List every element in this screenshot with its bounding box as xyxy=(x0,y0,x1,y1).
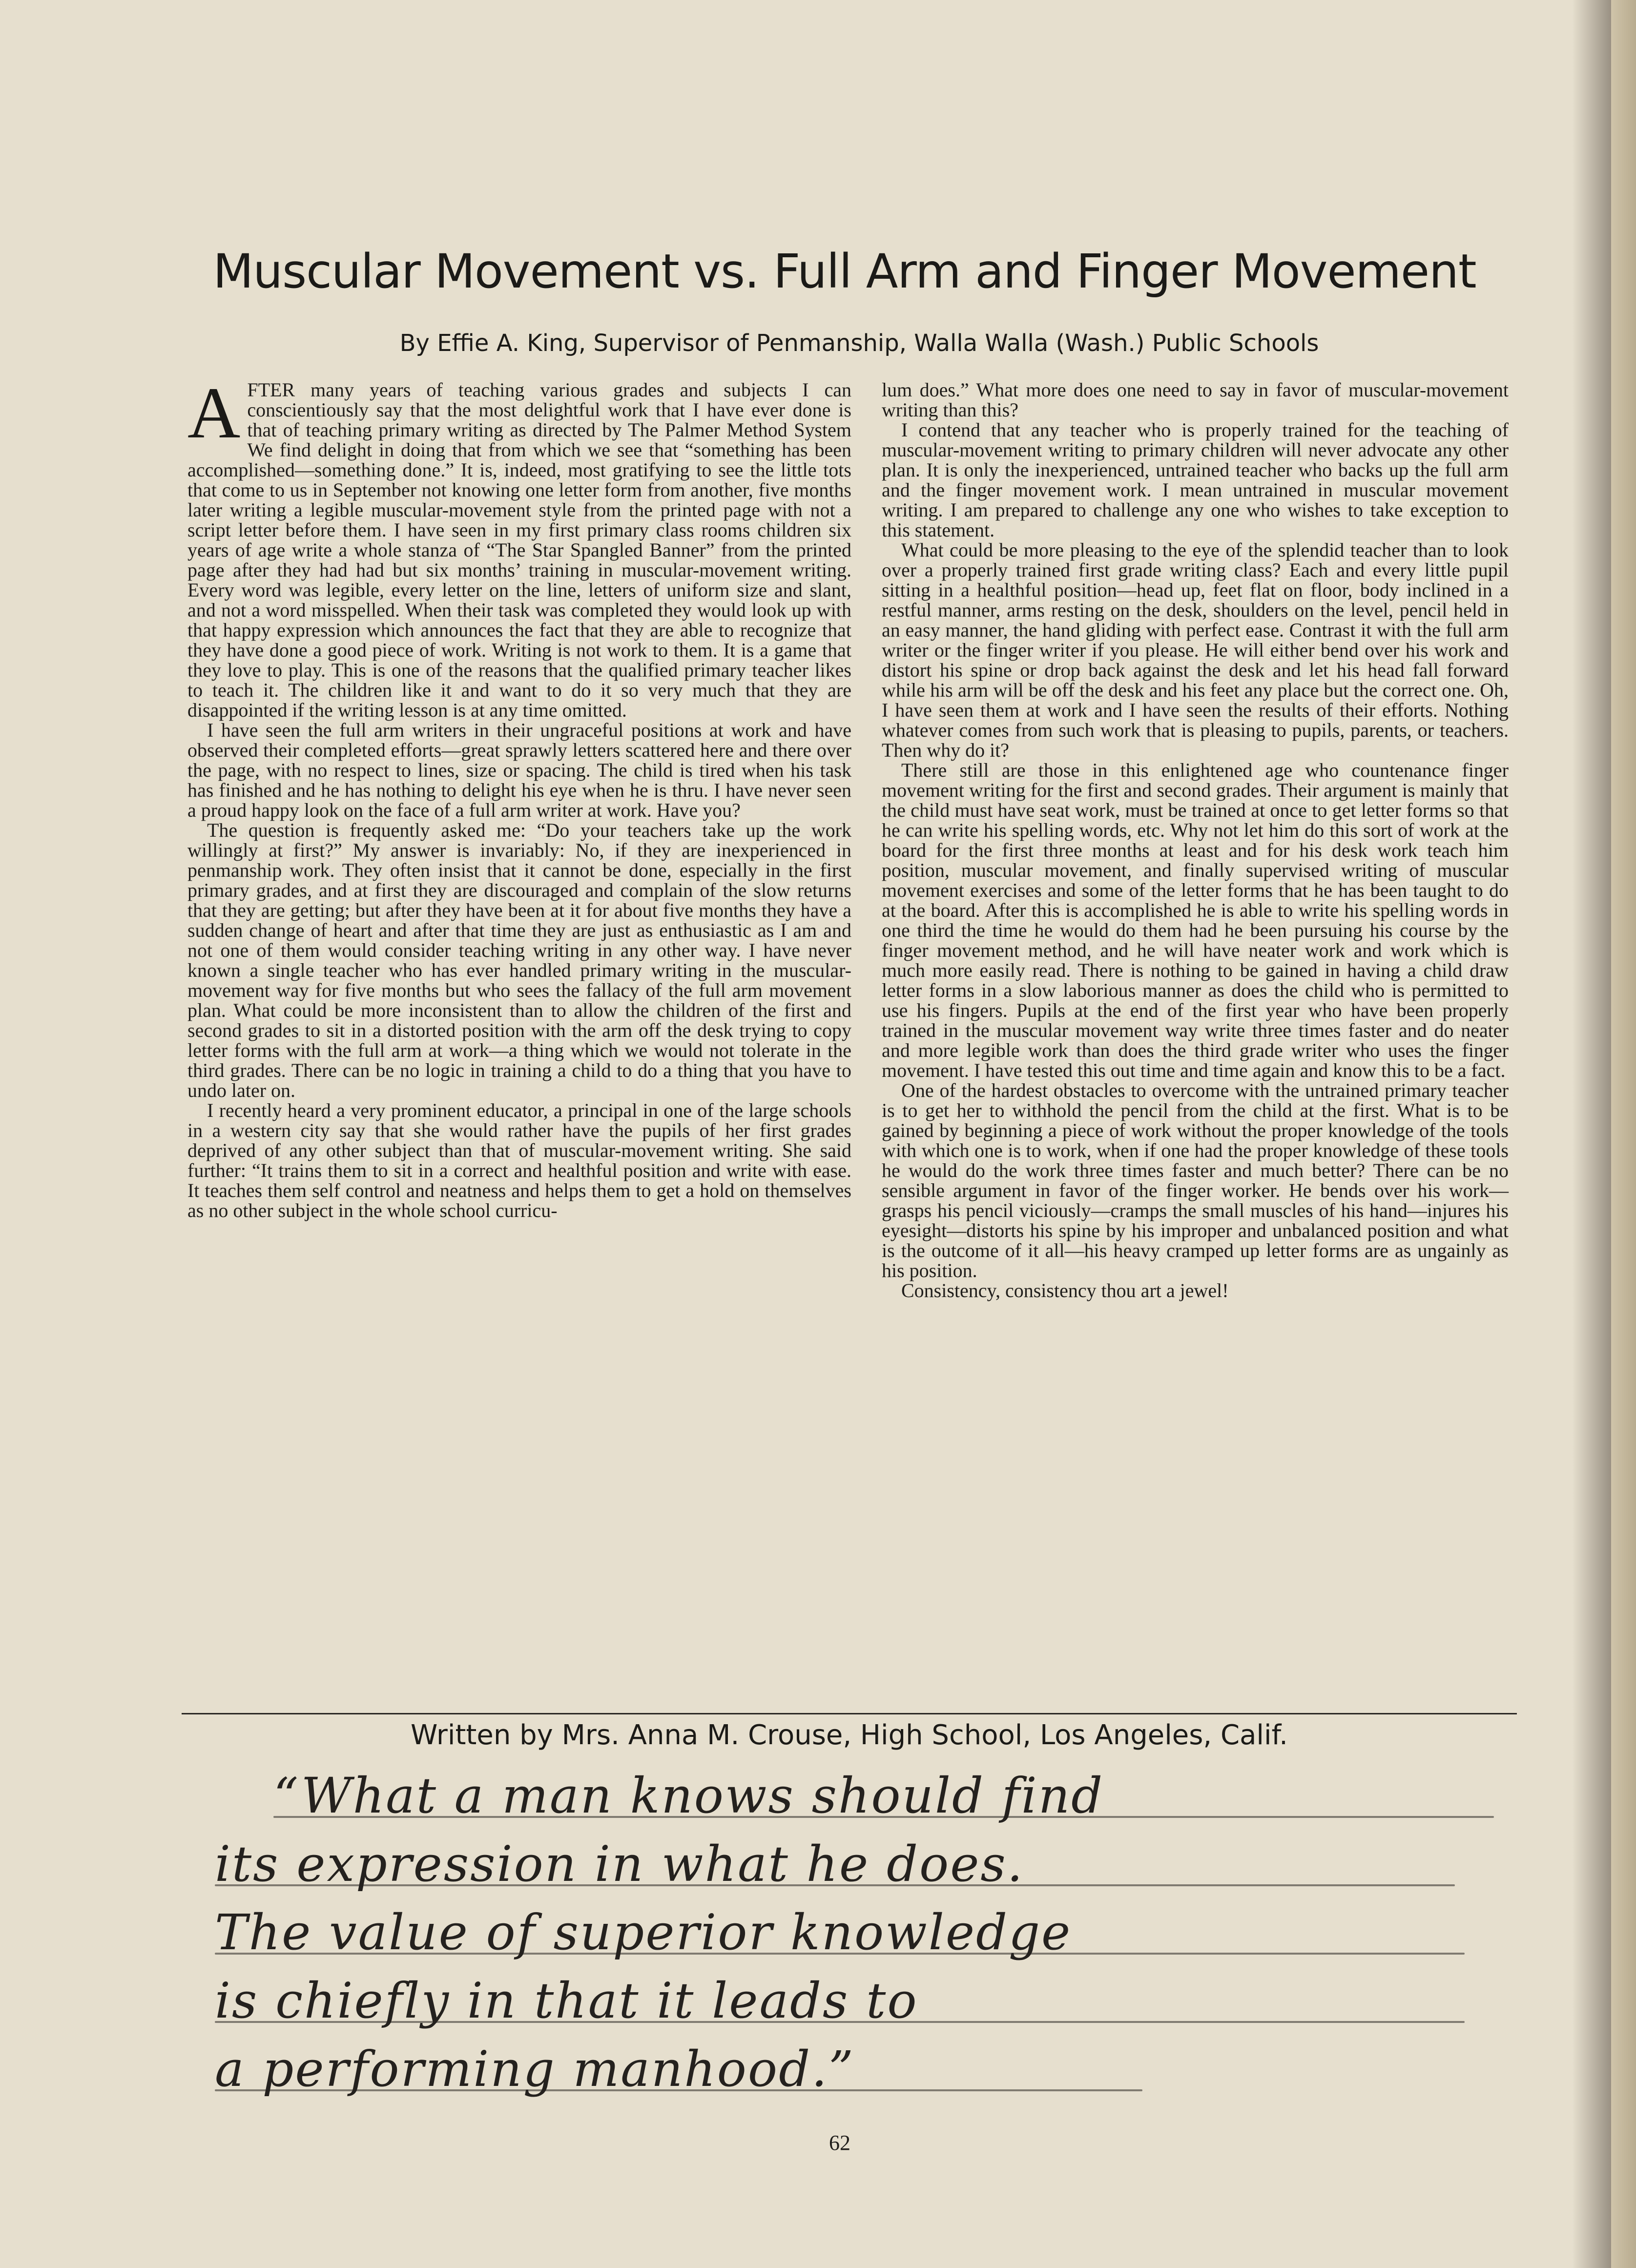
paragraph: I recently heard a very prominent educator, a principal in one of the large schools in a western city say that she would rather have the pupils of her first grades deprived of any other subject than that of muscular-movement writing. She said further: “It trains them to sit in a correct and healthful position and write with ease. It teaches them self control and neatness and helps them to get a hold on themselves as no other subject in the whole school curricu- xyxy=(187,1099,851,1221)
script-line: a performing manhood.” xyxy=(215,2041,1142,2114)
paragraph: Consistency, consistency thou art a jewel! xyxy=(901,1279,1229,1301)
script-line: its expression in what he does. xyxy=(215,1835,1455,1909)
paragraph: There still are those in this enlightened age who countenance finger movement writing for the first and second grades. Their argument is mainly that the child must have seat work, must be trained at once to get letter forms so that he can write his spelling words, etc. Why not let him do this sort of work at the board for the first three months at least and for his desk work teach him position, muscular movement, and finally supervised writing of muscular movement exercises and some of the letter forms that he has been taught to do at the board. After this is accomplished he is able to write his spelling words in one third the time he would do them had he been pursuing his course by the finger movement method, and he will have neater work and work which is much more easily read. There is nothing to be gained in having a child draw letter forms in a slow laborious manner as does the child who is permitted to use his fingers. Pupils at the end of the first year who have been properly trained in the muscular movement way write three times faster and do neater and more legible work than does the third grade writer who uses the finger movement. I have tested this out time and time again and know this to be a fact. xyxy=(882,759,1509,1081)
paragraph: I have seen the full arm writers in their ungraceful positions at work and have observed their completed efforts—great sprawly letters scattered here and there over the page, with no respect to lines, size or spacing. The child is tired when his task has finished and he has nothing to delight his eye when he is thru. I have never seen a proud happy look on the face of a full arm writer at work. Have you? xyxy=(187,719,851,821)
specimen-credit: Written by Mrs. Anna M. Crouse, High School, Los Angeles, Calif. xyxy=(411,1719,1288,1751)
section-divider xyxy=(182,1713,1517,1714)
paragraph: FTER many years of teaching various grades and subjects I can conscientiously say that the most delightful work that I have ever done is that of teaching primary writing as directed by The Palmer Method System We find delight in doing that from which we see that “something has been accomplished—something done.” It is, indeed, most gratifying to see the little tots that come to us in September not knowing one letter form from another, five months later writing a legible muscular-movement style from the printed page with not a script letter before them. I have seen in my first primary class rooms children six years of age write a whole stanza of “The Star Spangled Banner” from the printed page after they had had but six months’ training in muscular-movement writing. Every word was legible, every letter on the line, letters of uniform size and slant, and not a word misspelled. When their task was completed they would look up with that happy expression which announces the fact that they are able to recognize that they have done a good piece of work. Writing is not work to them. It is a game that they love to play. This is one of the reasons that the qualified primary teacher likes to teach it. The children like it and want to do it so very much that they are disappointed if the writing lesson is at any time omitted. xyxy=(187,379,851,721)
paragraph: What could be more pleasing to the eye of the splendid teacher than to look over a properly trained first grade writing class? Each and every little pupil sitting in a healthful position—head up, feet flat on floor, body inclined in a restful manner, arms resting on the desk, shoulders on the level, pencil held in an easy manner, the hand gliding with perfect ease. Contrast it with the full arm writer or the finger writer if you please. He will either bend over his work and distort his spine or drop back against the desk and let his head fall forward while his arm will be off the desk and his feet any place but the correct one. Oh, I have seen them at work and I have seen the results of their efforts. Nothing whatever comes from such work that is pleasing to pupils, parents, or teachers. Then why do it? xyxy=(882,539,1509,761)
page-number: 62 xyxy=(829,2131,850,2155)
paragraph: I contend that any teacher who is properly trained for the teaching of muscular-movement writing to primary children will never advocate any other plan. It is only the inexperienced, untrained teacher who backs up the full arm and the finger movement work. I mean untrained in muscular movement writing. I am prepared to challenge any one who wishes to take exception to this statement. xyxy=(882,419,1509,541)
binding-shadow xyxy=(1572,0,1611,2268)
script-line: “What a man knows should find xyxy=(273,1767,1494,1840)
paragraph: The question is frequently asked me: “Do your teachers take up the work willingly at first?” My answer is invariably: No, if they are inexperienced in penmanship work. They often insist that it cannot be done, especially in the first primary grades, and at first they are discouraged and complain of the slow returns that they are getting; but after they have been at it for about five months they have a sudden change of heart and after that time they are just as enthusiastic as I am and not one of them would consider teaching writing in any other way. I have never known a single teacher who has ever handled primary writing in the muscular-movement way for five months but who sees the fallacy of the full arm movement plan. What could be more inconsistent than to allow the children of the first and second grades to sit in a distorted position with the arm off the desk trying to copy letter forms with the full arm at work—a thing which we would not tolerate in the third grades. There can be no logic in training a child to do a thing that you have to undo later on. xyxy=(187,819,851,1101)
paragraph: lum does.” What more does one need to say in favor of muscular-movement writing than this? xyxy=(882,379,1509,421)
script-line: The value of superior knowledge xyxy=(215,1904,1465,1977)
drop-cap: A xyxy=(187,372,241,454)
article-title: Muscular Movement vs. Full Arm and Finger Movement xyxy=(213,244,1476,299)
right-column xyxy=(882,380,1509,1300)
left-column xyxy=(187,372,851,1221)
script-line: is chiefly in that it leads to xyxy=(215,1972,1465,2045)
handwriting-specimen xyxy=(215,1757,1533,2109)
paragraph: One of the hardest obstacles to overcome with the untrained primary teacher is to get her to withhold the pencil from the child at the first. What is to be gained by beginning a piece of work without the proper knowledge of the tools with which one is to work, when if one had the proper knowledge of these tools he would do the work three times faster and much better? There can be no sensible argument in favor of the finger worker. He bends over his work—grasps his pencil viciously—cramps the small muscles of his hand—injures his eyesight—distorts his spine by his improper and unbalanced position and what is the outcome of it all—his heavy cramped up letter forms are as ungainly as his position. xyxy=(882,1079,1509,1281)
next-page-edge xyxy=(1611,0,1636,2268)
article-byline: By Effie A. King, Supervisor of Penmanship, Walla Walla (Wash.) Public Schools xyxy=(399,330,1319,357)
